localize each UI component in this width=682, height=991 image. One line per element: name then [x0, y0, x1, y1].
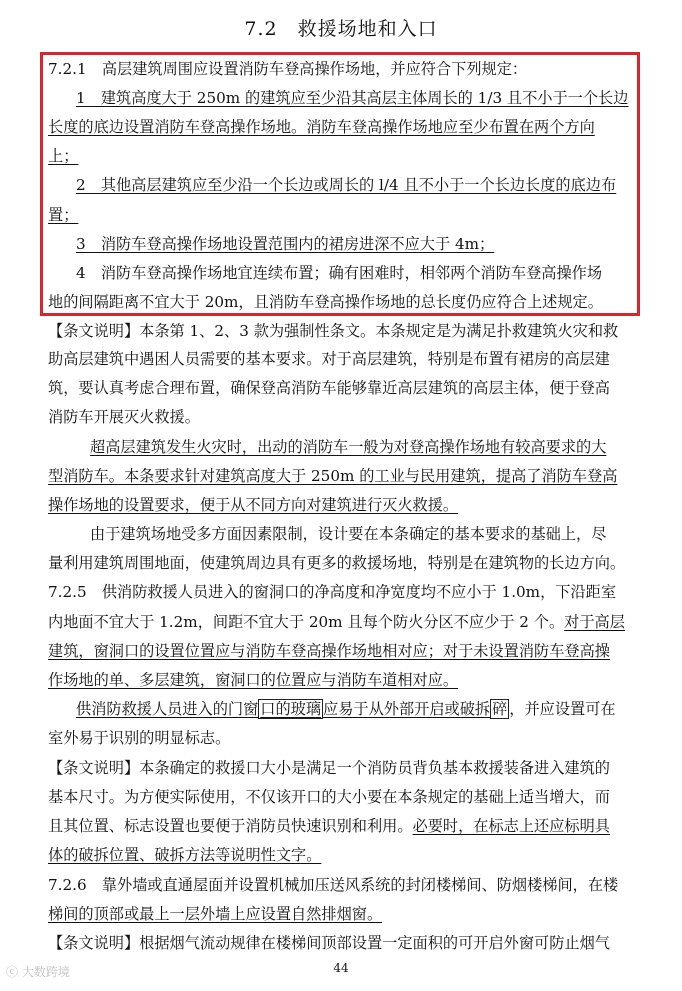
clause-7-2-1-item-1-cont: 长度的底边设置消防车登高操作场地。消防车登高操作场地应至少布置在两个方向: [48, 118, 595, 136]
text-run: 供消防救援人员进入的门窗: [76, 700, 259, 718]
section-heading: 7.2 救援场地和入口: [244, 18, 438, 40]
watermark-icon: ⓒ: [6, 965, 22, 979]
text-run: 应易于从外部开启或破拆: [323, 700, 491, 718]
explanation-7-2-1-line: 助高层建筑中遇困人员需要的基本要求。对于高层建筑，特别是布置有裙房的高层建: [48, 350, 610, 368]
explanation-line: 操作场地的设置要求，便于从不同方向对建筑进行灭火救援。: [48, 496, 459, 514]
clause-7-2-1-item-2-end: 置；: [48, 206, 79, 224]
boxed-text: 碎: [492, 700, 508, 718]
explanation-line: 型消防车。本条要求针对建筑高度大于 250m 的工业与民用建筑，提高了消防车登高: [48, 467, 618, 485]
clause-7-2-5-paragraph-end: 室外易于识别的明显标志。: [48, 729, 231, 747]
explanation-paragraph: 超高层建筑发生火灾时，出动的消防车一般为对登高操作场地有较高要求的大: [90, 438, 607, 456]
explanation-line: 量利用建筑周围地面，使建筑周边具有更多的救援场地，特别是在建筑物的长边方向。: [48, 554, 626, 572]
explanation-paragraph: 由于建筑场地受多方面因素限制，设计要在本条确定的基本要求的基础上，尽: [90, 525, 607, 543]
clause-7-2-1-item-4: 4 消防车登高操作场地宜连续布置；确有困难时，相邻两个消防车登高操作场: [76, 264, 603, 282]
clause-7-2-5-paragraph: [76, 699, 666, 719]
clause-7-2-5: 7.2.5 供消防救援人员进入的窗洞口的净高度和净宽度均不应小于 1.0m，下沿距室: [48, 583, 617, 601]
text-run: ，并应设置可在: [509, 700, 616, 718]
text-run: 且其位置、标志设置也要便于消防员快速识别和利用。: [48, 817, 413, 835]
explanation-7-2-1-line: 消防车开展灭火救援。: [48, 408, 200, 426]
clause-7-2-1-item-2: 2 其他高层建筑应至少沿一个长边或周长的 l/4 且不小于一个长边长度的底边布: [76, 176, 617, 194]
clause-7-2-5-line: 建筑，窗洞口的设置位置应与消防车登高操作场地相对应；对于未设置消防车登高操: [48, 642, 610, 660]
clause-7-2-1-item-4-cont: 地的间隔距离不宜大于 20m，且消防车登高操作场地的总长度仍应符合上述规定。: [48, 293, 603, 311]
clause-7-2-5-line: 作场地的单、多层建筑，窗洞口的位置应与消防车道相对应。: [48, 671, 459, 689]
clause-7-2-6: 7.2.6 靠外墙或直通屋面并设置机械加压送风系统的封闭楼梯间、防烟楼梯间，在楼: [48, 876, 619, 894]
clause-7-2-1: 7.2.1 高层建筑周围应设置消防车登高操作场地，并应符合下列规定：: [48, 60, 528, 78]
clause-7-2-5-line: [48, 612, 638, 632]
watermark: [6, 963, 70, 980]
clause-7-2-5-text: 内地面不宜大于 1.2m，间距不宜大于 20m 且每个防火分区不应少于 2 个。: [48, 613, 565, 631]
clause-7-2-5-underlined: 对于高层: [564, 613, 625, 631]
explanation-7-2-1-line: 筑，要认真考虑合理布置，确保登高消防车能够靠近高层建筑的高层主体，便于登高: [48, 379, 610, 397]
clause-7-2-1-item-3: 3 消防车登高操作场地设置范围内的裙房进深不应大于 4m；: [76, 235, 495, 253]
page-number: 44: [333, 961, 349, 975]
boxed-text: 口的玻璃: [260, 700, 321, 718]
explanation-7-2-6: 【条文说明】根据烟气流动规律在楼梯间顶部设置一定面积的可开启外窗可防止烟气: [48, 934, 610, 952]
explanation-line: 体的破拆位置、破拆方法等说明性文字。: [48, 846, 322, 864]
explanation-line: [48, 816, 638, 836]
text-run: 必要时，在标志上还应标明具: [412, 817, 610, 835]
explanation-line: 基本尺寸。为方便实际使用，不仅该开口的大小要在本条规定的基础上适当增大，而: [48, 788, 610, 806]
explanation-7-2-5: 【条文说明】本条确定的救援口大小是满足一个消防员背负基本救援装备进入建筑的: [48, 759, 610, 777]
clause-7-2-6-line: 梯间的顶部或最上一层外墙上应设置自然排烟窗。: [48, 905, 383, 923]
clause-7-2-1-item-1-end: 上；: [48, 147, 79, 165]
clause-7-2-1-item-1: 1 建筑高度大于 250m 的建筑应至少沿其高层主体周长的 1/3 且不小于一个长边: [76, 89, 629, 107]
explanation-7-2-1: 【条文说明】本条第 1、2、3 款为强制性条文。本条规定是为满足扑救建筑火灾和救: [48, 322, 619, 340]
watermark-text: 大数跨境: [21, 965, 70, 979]
